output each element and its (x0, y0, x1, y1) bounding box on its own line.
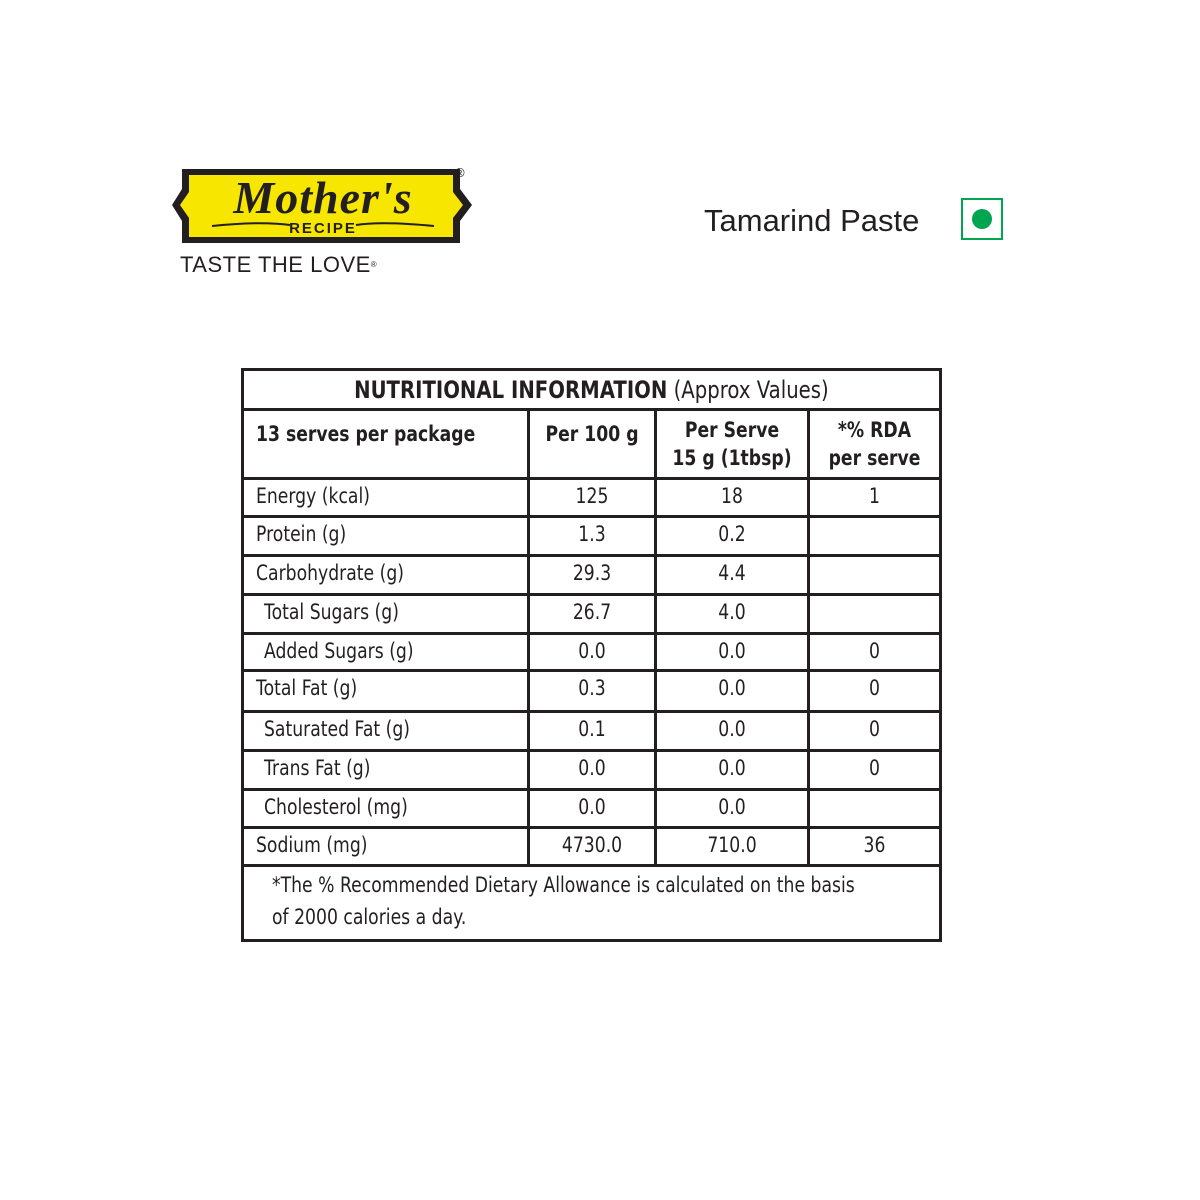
row-per-100g: 26.7 (572, 600, 612, 624)
footnote (272, 869, 879, 933)
row-per-serve: 0.0 (718, 756, 746, 780)
divider (244, 788, 939, 791)
table-title-bold: NUTRITIONAL INFORMATION (354, 376, 668, 404)
product-name: Tamarind Paste (704, 203, 920, 238)
row-label: Total Fat (g) (256, 676, 358, 700)
divider (244, 477, 939, 480)
row-label: Sodium (mg) (256, 833, 368, 857)
row-rda: 0 (869, 639, 880, 663)
row-per-100g: 0.0 (578, 795, 606, 819)
row-per-serve: 18 (721, 484, 743, 508)
row-label: Protein (g) (256, 522, 347, 546)
veg-mark-icon (961, 198, 1003, 240)
row-per-serve: 0.0 (718, 795, 746, 819)
header-rda-per-serve: per serve (828, 446, 921, 470)
divider (244, 710, 939, 713)
divider (244, 864, 939, 867)
row-rda: 36 (863, 833, 886, 857)
header-per-serve: Per Serve (684, 418, 780, 442)
brand-sub: RECIPE (289, 220, 357, 237)
row-label: Total Sugars (g) (264, 600, 399, 624)
table-title-rest: (Approx Values) (667, 376, 829, 404)
footnote-line-2: of 2000 calories a day. (272, 905, 467, 929)
col-divider (654, 408, 657, 867)
brand-name: Mother's (233, 172, 413, 223)
divider (244, 749, 939, 752)
row-per-serve: 0.2 (718, 522, 746, 546)
row-rda: 0 (869, 756, 880, 780)
divider (244, 632, 939, 635)
row-per-serve: 0.0 (718, 676, 746, 700)
row-per-100g: 0.0 (578, 756, 606, 780)
row-per-serve: 4.0 (718, 600, 746, 624)
row-per-100g: 0.1 (578, 717, 606, 741)
row-per-serve: 4.4 (718, 561, 746, 585)
header-per-100g: Per 100 g (545, 422, 639, 446)
row-label: Trans Fat (g) (264, 756, 371, 780)
divider (244, 515, 939, 518)
col-divider (527, 408, 530, 867)
row-per-100g: 1.3 (578, 522, 606, 546)
nutrition-table (241, 368, 942, 942)
row-rda: 0 (869, 717, 880, 741)
row-rda: 1 (869, 484, 880, 508)
brand-logo (172, 163, 472, 278)
row-per-serve: 0.0 (718, 639, 746, 663)
tagline (180, 253, 377, 277)
row-per-100g: 29.3 (572, 561, 612, 585)
divider (244, 408, 939, 411)
row-label: Energy (kcal) (256, 484, 370, 508)
veg-dot (972, 209, 992, 229)
row-rda: 0 (869, 676, 880, 700)
row-label: Saturated Fat (g) (264, 717, 411, 741)
row-label: Cholesterol (mg) (264, 795, 408, 819)
row-per-100g: 125 (575, 484, 609, 508)
divider (244, 593, 939, 596)
row-per-serve: 0.0 (718, 717, 746, 741)
divider (244, 669, 939, 672)
row-label: Added Sugars (g) (264, 639, 414, 663)
col-divider (807, 408, 810, 867)
row-per-100g: 0.3 (578, 676, 606, 700)
table-title (244, 375, 939, 405)
header-per-serve-size: 15 g (1tbsp) (672, 446, 792, 470)
tagline-mark: ® (370, 260, 378, 269)
row-label: Carbohydrate (g) (256, 561, 404, 585)
header-serves: 13 serves per package (256, 422, 476, 446)
footnote-line-1: *The % Recommended Dietary Allowance is calculated on the basis (272, 873, 855, 897)
row-per-100g: 0.0 (578, 639, 606, 663)
row-per-100g: 4730.0 (561, 833, 623, 857)
divider (244, 554, 939, 557)
row-per-serve: 710.0 (707, 833, 757, 857)
header-rda: *% RDA (837, 418, 912, 442)
tagline-text: TASTE THE LOVE (180, 252, 371, 277)
divider (244, 826, 939, 829)
registered-mark: ® (455, 165, 465, 180)
